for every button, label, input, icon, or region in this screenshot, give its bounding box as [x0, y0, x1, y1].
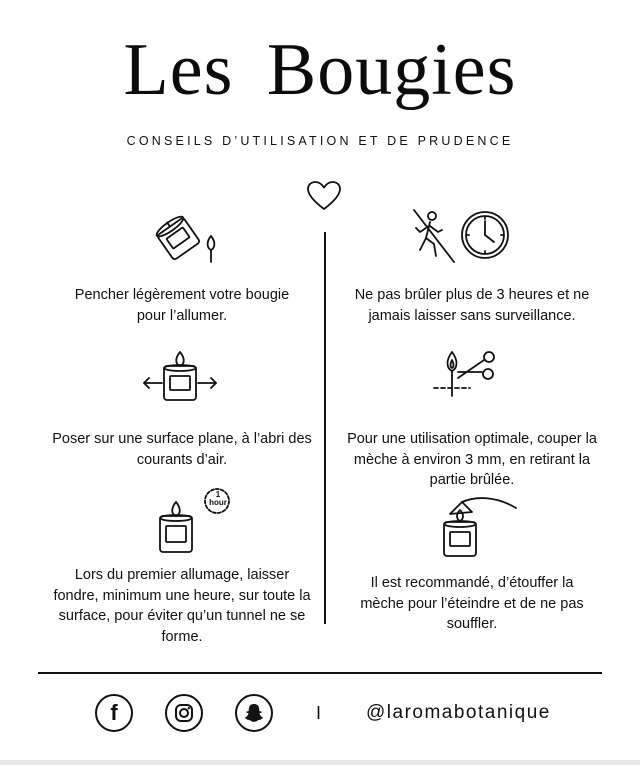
one-hour-badge — [208, 491, 228, 507]
tip-snuff-wick: Il est recommandé, d’étouffer la mèche pour l’éteindre et de ne pas souffler. — [360, 575, 584, 632]
snapchat-icon — [243, 702, 265, 724]
no-leaving-clock-icon — [410, 206, 512, 268]
page-subtitle: CONSEILS D’UTILISATION ET DE PRUDENCE — [126, 134, 514, 148]
instagram-icon — [174, 703, 194, 723]
tip-tilt-candle: Pencher légèrement votre bougie pour l’allumer. — [74, 287, 290, 324]
facebook-button[interactable] — [95, 694, 133, 732]
footer-divider — [38, 672, 602, 674]
page-title: Les Bougies — [123, 29, 517, 111]
center-divider — [324, 232, 326, 624]
snapchat-button[interactable] — [235, 694, 273, 732]
wick-scissors-icon — [428, 348, 508, 404]
candle-flat-surface-icon — [140, 348, 220, 408]
instagram-button[interactable] — [165, 694, 203, 732]
tilted-candle-match-icon — [150, 206, 226, 266]
one-hour-badge-text: 1 hour — [209, 490, 227, 507]
footer-separator: I — [316, 703, 322, 723]
bottom-edge — [0, 760, 640, 765]
tip-flat-surface: Poser sur une surface plane, à l’abri des courants d’air. — [52, 431, 312, 468]
tip-first-lighting: Lors du premier allumage, laisser fondre, minimum une heure, sur toute la surface, pour éviter qu’un tunnel ne se forme. — [53, 567, 311, 645]
tip-burn-time: Ne pas brûler plus de 3 heures et ne jamais laisser sans surveillance. — [354, 287, 590, 324]
heart-icon — [306, 180, 342, 212]
facebook-icon: f — [110, 700, 118, 725]
tip-cut-wick: Pour une utilisation optimale, couper la mèche à environ 3 mm, en retirant la partie brûlée. — [347, 431, 597, 488]
social-handle[interactable]: @laromabotanique — [366, 702, 551, 723]
candle-snuffer-icon — [436, 494, 520, 560]
